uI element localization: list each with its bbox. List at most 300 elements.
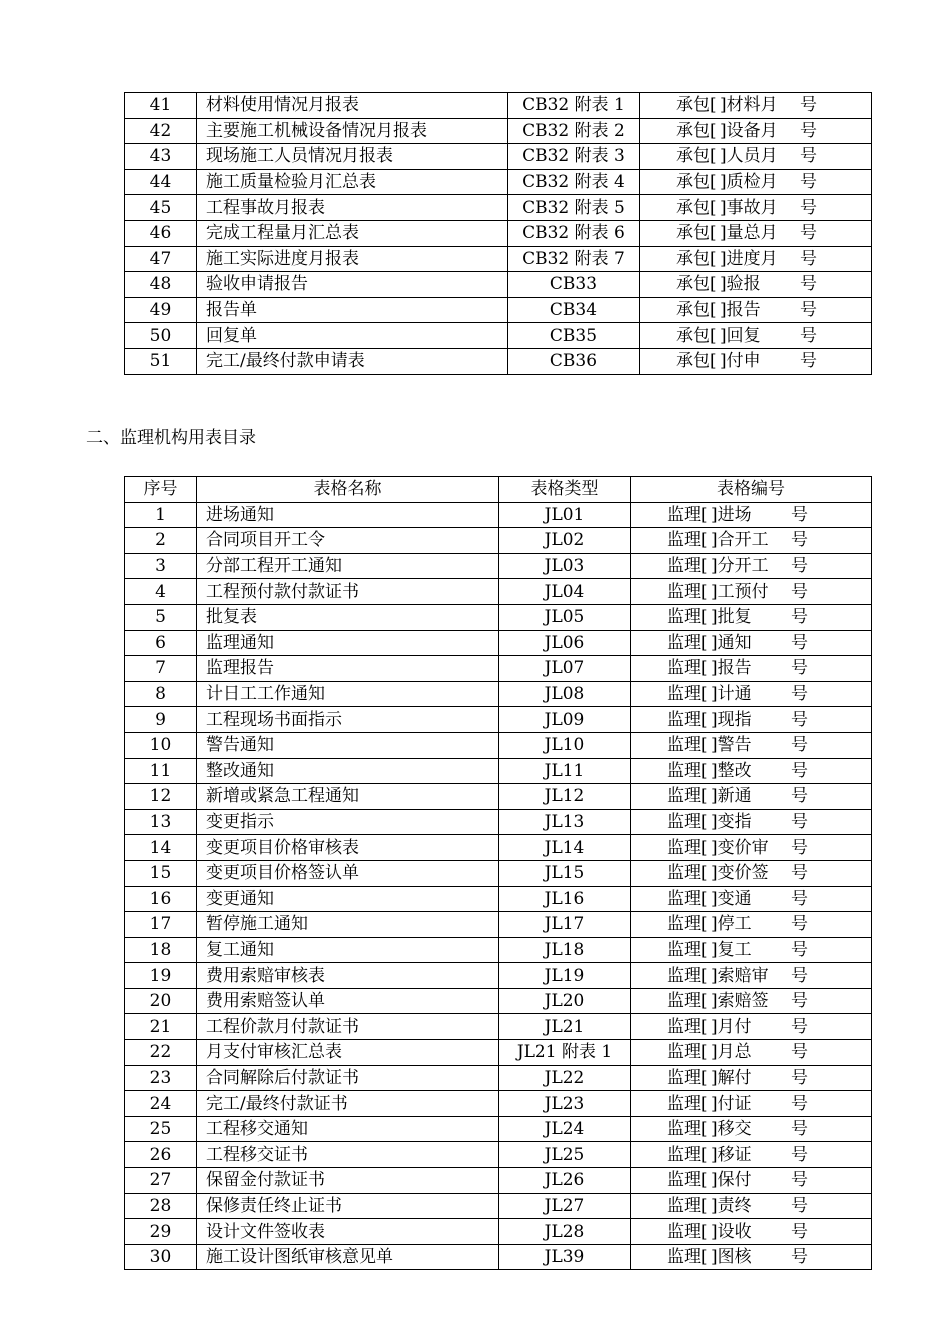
row-form-type: JL05	[499, 604, 631, 630]
code-bracket: ]	[711, 965, 718, 986]
code-name	[711, 528, 791, 552]
code-suffix: 号	[800, 95, 817, 116]
code-abbrev: 月总	[717, 1042, 752, 1063]
row-form-code	[631, 886, 872, 912]
code-name	[720, 170, 800, 194]
row-form-type: JL39	[499, 1244, 631, 1270]
row-form-type: CB35	[508, 323, 640, 349]
table-row	[125, 502, 872, 528]
table-row	[125, 1193, 872, 1219]
code-name	[711, 708, 791, 732]
code-bracket: ]	[711, 684, 718, 705]
code-name	[711, 682, 791, 706]
table-row	[125, 1219, 872, 1245]
row-form-name: 变更指示	[197, 809, 499, 835]
row-form-code	[631, 707, 872, 733]
code-abbrev: 变价签	[717, 863, 769, 884]
code-name	[720, 272, 800, 296]
row-form-name: 费用索赔签认单	[197, 988, 499, 1014]
table-row	[125, 528, 872, 554]
row-no: 51	[125, 348, 197, 374]
row-form-code	[631, 630, 872, 656]
row-form-code	[631, 963, 872, 989]
row-form-code	[640, 93, 872, 119]
code-bracket: ]	[720, 146, 727, 167]
code-abbrev: 保付	[717, 1170, 752, 1191]
code-abbrev: 整改	[717, 760, 752, 781]
row-form-code	[640, 169, 872, 195]
header-no: 序号	[125, 477, 197, 503]
code-abbrev: 质检月	[726, 172, 778, 193]
row-no: 41	[125, 93, 197, 119]
row-no: 2	[125, 528, 197, 554]
code-name	[711, 1143, 791, 1167]
row-no: 10	[125, 732, 197, 758]
code-name	[711, 631, 791, 655]
code-prefix: 监理[	[667, 1042, 708, 1063]
row-form-type: JL25	[499, 1142, 631, 1168]
code-prefix: 监理[	[667, 1067, 708, 1088]
code-suffix: 号	[791, 1042, 808, 1063]
code-suffix: 号	[791, 632, 808, 653]
code-prefix: 监理[	[667, 914, 708, 935]
code-prefix: 承包[	[676, 120, 717, 141]
row-no: 13	[125, 809, 197, 835]
code-bracket: ]	[711, 1221, 718, 1242]
code-suffix: 号	[800, 197, 817, 218]
table-row	[125, 323, 872, 349]
code-prefix: 承包[	[676, 95, 717, 116]
row-no: 27	[125, 1168, 197, 1194]
row-no: 25	[125, 1116, 197, 1142]
row-no: 16	[125, 886, 197, 912]
table-row	[125, 220, 872, 246]
code-abbrev: 报告	[717, 658, 752, 679]
code-bracket: ]	[711, 1067, 718, 1088]
code-suffix: 号	[791, 914, 808, 935]
code-prefix: 监理[	[667, 991, 708, 1012]
code-suffix: 号	[791, 607, 808, 628]
code-suffix: 号	[800, 172, 817, 193]
code-bracket: ]	[711, 581, 718, 602]
row-form-name: 变更通知	[197, 886, 499, 912]
row-form-code	[631, 732, 872, 758]
code-suffix: 号	[800, 223, 817, 244]
code-bracket: ]	[720, 223, 727, 244]
code-bracket: ]	[711, 1016, 718, 1037]
code-name	[711, 1220, 791, 1244]
code-abbrev: 量总月	[726, 223, 778, 244]
row-no: 42	[125, 118, 197, 144]
code-suffix: 号	[791, 786, 808, 807]
row-form-name: 主要施工机械设备情况月报表	[197, 118, 508, 144]
row-form-code	[640, 323, 872, 349]
code-bracket: ]	[711, 530, 718, 551]
row-form-type: JL28	[499, 1219, 631, 1245]
code-suffix: 号	[791, 709, 808, 730]
code-prefix: 监理[	[667, 837, 708, 858]
code-abbrev: 设收	[717, 1221, 752, 1242]
code-prefix: 监理[	[667, 1221, 708, 1242]
row-form-code	[640, 272, 872, 298]
code-abbrev: 月付	[717, 1016, 752, 1037]
code-bracket: ]	[711, 760, 718, 781]
row-form-type: JL19	[499, 963, 631, 989]
code-bracket: ]	[711, 991, 718, 1012]
row-form-code	[631, 1168, 872, 1194]
code-name	[720, 324, 800, 348]
table-row	[125, 1116, 872, 1142]
row-form-code	[631, 1116, 872, 1142]
row-form-type: CB32 附表 3	[508, 144, 640, 170]
row-form-type: JL13	[499, 809, 631, 835]
code-abbrev: 人员月	[726, 146, 778, 167]
row-form-type: JL23	[499, 1091, 631, 1117]
code-bracket: ]	[711, 556, 718, 577]
row-form-name: 分部工程开工通知	[197, 553, 499, 579]
code-bracket: ]	[711, 863, 718, 884]
row-form-code	[631, 1091, 872, 1117]
row-form-name: 监理报告	[197, 656, 499, 682]
code-bracket: ]	[711, 735, 718, 756]
row-form-code	[631, 860, 872, 886]
row-form-code	[631, 681, 872, 707]
code-bracket: ]	[720, 300, 727, 321]
table-row	[125, 732, 872, 758]
table-row	[125, 348, 872, 374]
code-name	[720, 221, 800, 245]
code-bracket: ]	[720, 197, 727, 218]
row-form-type: CB32 附表 4	[508, 169, 640, 195]
code-name	[711, 836, 791, 860]
row-form-name: 整改通知	[197, 758, 499, 784]
code-name	[711, 1015, 791, 1039]
code-name	[711, 1245, 791, 1269]
row-form-code	[640, 297, 872, 323]
row-form-type: JL18	[499, 937, 631, 963]
table-row	[125, 93, 872, 119]
code-prefix: 承包[	[676, 223, 717, 244]
row-form-type: JL10	[499, 732, 631, 758]
code-prefix: 监理[	[667, 684, 708, 705]
code-prefix: 监理[	[667, 965, 708, 986]
row-form-name: 现场施工人员情况月报表	[197, 144, 508, 170]
row-form-type: CB36	[508, 348, 640, 374]
header-type: 表格类型	[499, 477, 631, 503]
code-prefix: 监理[	[667, 1195, 708, 1216]
row-no: 12	[125, 784, 197, 810]
row-no: 48	[125, 272, 197, 298]
row-no: 50	[125, 323, 197, 349]
row-form-code	[631, 502, 872, 528]
row-no: 18	[125, 937, 197, 963]
code-name	[720, 144, 800, 168]
code-bracket: ]	[711, 939, 718, 960]
code-suffix: 号	[791, 1016, 808, 1037]
row-form-name: 工程价款月付款证书	[197, 1014, 499, 1040]
code-bracket: ]	[720, 351, 727, 372]
code-abbrev: 变指	[717, 812, 752, 833]
row-no: 22	[125, 1040, 197, 1066]
code-bracket: ]	[720, 172, 727, 193]
code-suffix: 号	[791, 991, 808, 1012]
code-suffix: 号	[791, 1119, 808, 1140]
code-name	[711, 605, 791, 629]
row-form-name: 回复单	[197, 323, 508, 349]
code-abbrev: 解付	[717, 1067, 752, 1088]
code-abbrev: 索赔签	[717, 991, 769, 1012]
code-suffix: 号	[791, 504, 808, 525]
code-suffix: 号	[791, 1195, 808, 1216]
row-form-code	[640, 118, 872, 144]
code-bracket: ]	[711, 1119, 718, 1140]
table-row	[125, 988, 872, 1014]
row-no: 9	[125, 707, 197, 733]
code-prefix: 监理[	[667, 556, 708, 577]
row-no: 5	[125, 604, 197, 630]
code-abbrev: 图核	[717, 1247, 752, 1268]
row-form-name: 保留金付款证书	[197, 1168, 499, 1194]
code-abbrev: 计通	[717, 684, 752, 705]
code-suffix: 号	[791, 939, 808, 960]
table-row	[125, 860, 872, 886]
code-prefix: 承包[	[676, 197, 717, 218]
row-no: 8	[125, 681, 197, 707]
table-row	[125, 553, 872, 579]
code-name	[720, 119, 800, 143]
row-form-type: JL27	[499, 1193, 631, 1219]
row-form-type: JL07	[499, 656, 631, 682]
code-suffix: 号	[791, 581, 808, 602]
contractor-forms-table	[124, 92, 872, 375]
code-prefix: 承包[	[676, 172, 717, 193]
code-name	[711, 1117, 791, 1141]
code-suffix: 号	[791, 1221, 808, 1242]
code-bracket: ]	[711, 607, 718, 628]
code-suffix: 号	[800, 325, 817, 346]
row-no: 17	[125, 912, 197, 938]
row-form-type: JL01	[499, 502, 631, 528]
row-no: 3	[125, 553, 197, 579]
code-abbrev: 变价审	[717, 837, 769, 858]
code-abbrev: 通知	[717, 632, 752, 653]
code-prefix: 监理[	[667, 607, 708, 628]
code-prefix: 监理[	[667, 1247, 708, 1268]
row-form-name: 施工实际进度月报表	[197, 246, 508, 272]
table-row	[125, 1040, 872, 1066]
row-form-type: JL11	[499, 758, 631, 784]
supervisor-forms-table-body	[125, 477, 872, 1270]
code-suffix: 号	[791, 965, 808, 986]
code-suffix: 号	[791, 735, 808, 756]
code-bracket: ]	[720, 274, 727, 295]
row-form-name: 月支付审核汇总表	[197, 1040, 499, 1066]
table-row	[125, 272, 872, 298]
row-form-code	[631, 1244, 872, 1270]
code-bracket: ]	[711, 1144, 718, 1165]
table-row	[125, 1091, 872, 1117]
code-name	[711, 580, 791, 604]
code-name	[711, 1092, 791, 1116]
code-bracket: ]	[711, 837, 718, 858]
row-no: 4	[125, 579, 197, 605]
row-no: 6	[125, 630, 197, 656]
row-no: 46	[125, 220, 197, 246]
code-name	[711, 989, 791, 1013]
row-form-code	[631, 1142, 872, 1168]
code-abbrev: 警告	[717, 735, 752, 756]
row-form-name: 变更项目价格审核表	[197, 835, 499, 861]
code-suffix: 号	[791, 1144, 808, 1165]
code-bracket: ]	[711, 812, 718, 833]
code-suffix: 号	[800, 248, 817, 269]
table-row	[125, 835, 872, 861]
row-form-name: 完工/最终付款证书	[197, 1091, 499, 1117]
code-abbrev: 验报	[726, 274, 761, 295]
code-prefix: 承包[	[676, 300, 717, 321]
code-name	[711, 554, 791, 578]
code-name	[711, 784, 791, 808]
code-suffix: 号	[800, 146, 817, 167]
code-abbrev: 移证	[717, 1144, 752, 1165]
code-name	[711, 733, 791, 757]
code-abbrev: 付证	[717, 1093, 752, 1114]
code-suffix: 号	[791, 1170, 808, 1191]
code-abbrev: 事故月	[726, 197, 778, 218]
code-name	[711, 912, 791, 936]
row-form-name: 工程移交证书	[197, 1142, 499, 1168]
code-name	[711, 503, 791, 527]
code-suffix: 号	[791, 530, 808, 551]
row-form-name: 复工通知	[197, 937, 499, 963]
row-no: 24	[125, 1091, 197, 1117]
code-name	[711, 1194, 791, 1218]
code-suffix: 号	[800, 274, 817, 295]
row-form-type: CB32 附表 7	[508, 246, 640, 272]
header-name: 表格名称	[197, 477, 499, 503]
row-form-name: 暂停施工通知	[197, 912, 499, 938]
table-row	[125, 1142, 872, 1168]
code-suffix: 号	[791, 812, 808, 833]
row-form-code	[631, 604, 872, 630]
code-abbrev: 索赔审	[717, 965, 769, 986]
row-form-code	[631, 579, 872, 605]
table-row	[125, 118, 872, 144]
code-bracket: ]	[720, 120, 727, 141]
row-form-name: 施工质量检验月汇总表	[197, 169, 508, 195]
row-form-name: 报告单	[197, 297, 508, 323]
code-suffix: 号	[791, 1247, 808, 1268]
code-prefix: 承包[	[676, 274, 717, 295]
row-no: 49	[125, 297, 197, 323]
table-row	[125, 707, 872, 733]
row-no: 45	[125, 195, 197, 221]
row-form-name: 工程现场书面指示	[197, 707, 499, 733]
row-form-type: JL09	[499, 707, 631, 733]
row-form-type: CB32 附表 5	[508, 195, 640, 221]
code-prefix: 承包[	[676, 351, 717, 372]
row-form-code	[640, 220, 872, 246]
code-name	[711, 861, 791, 885]
code-prefix: 监理[	[667, 1170, 708, 1191]
code-name	[720, 196, 800, 220]
code-prefix: 监理[	[667, 939, 708, 960]
code-prefix: 监理[	[667, 1144, 708, 1165]
row-no: 47	[125, 246, 197, 272]
table-row	[125, 963, 872, 989]
row-no: 43	[125, 144, 197, 170]
code-abbrev: 付申	[726, 351, 761, 372]
code-prefix: 监理[	[667, 735, 708, 756]
table-row	[125, 169, 872, 195]
row-form-type: CB33	[508, 272, 640, 298]
row-form-name: 工程事故月报表	[197, 195, 508, 221]
code-abbrev: 变通	[717, 888, 752, 909]
row-form-code	[631, 656, 872, 682]
row-form-name: 材料使用情况月报表	[197, 93, 508, 119]
code-bracket: ]	[711, 914, 718, 935]
code-prefix: 监理[	[667, 581, 708, 602]
table-row	[125, 809, 872, 835]
table-row	[125, 656, 872, 682]
row-no: 23	[125, 1065, 197, 1091]
row-form-type: CB32 附表 6	[508, 220, 640, 246]
row-form-code	[640, 144, 872, 170]
table-row	[125, 297, 872, 323]
row-form-code	[631, 1219, 872, 1245]
code-bracket: ]	[720, 95, 727, 116]
code-abbrev: 进场	[717, 504, 752, 525]
row-no: 14	[125, 835, 197, 861]
code-suffix: 号	[791, 1067, 808, 1088]
row-form-code	[631, 937, 872, 963]
row-form-code	[631, 758, 872, 784]
code-name	[711, 964, 791, 988]
row-form-code	[631, 1014, 872, 1040]
row-no: 30	[125, 1244, 197, 1270]
row-form-code	[631, 809, 872, 835]
code-prefix: 监理[	[667, 888, 708, 909]
table-row	[125, 1065, 872, 1091]
code-name	[711, 887, 791, 911]
row-form-type: JL14	[499, 835, 631, 861]
row-form-code	[631, 1040, 872, 1066]
table-row	[125, 1244, 872, 1270]
code-suffix: 号	[791, 863, 808, 884]
code-prefix: 承包[	[676, 325, 717, 346]
code-bracket: ]	[711, 888, 718, 909]
row-no: 11	[125, 758, 197, 784]
row-form-name: 施工设计图纸审核意见单	[197, 1244, 499, 1270]
code-abbrev: 材料月	[726, 95, 778, 116]
table-row	[125, 579, 872, 605]
row-form-name: 合同项目开工令	[197, 528, 499, 554]
row-form-type: JL22	[499, 1065, 631, 1091]
code-bracket: ]	[711, 1170, 718, 1191]
code-prefix: 监理[	[667, 760, 708, 781]
code-abbrev: 移交	[717, 1119, 752, 1140]
code-bracket: ]	[711, 786, 718, 807]
row-form-name: 变更项目价格签认单	[197, 860, 499, 886]
row-form-name: 工程预付款付款证书	[197, 579, 499, 605]
code-prefix: 监理[	[667, 632, 708, 653]
code-suffix: 号	[800, 120, 817, 141]
row-form-code	[631, 553, 872, 579]
row-form-code	[631, 528, 872, 554]
code-abbrev: 新通	[717, 786, 752, 807]
table-row	[125, 758, 872, 784]
row-form-name: 保修责任终止证书	[197, 1193, 499, 1219]
